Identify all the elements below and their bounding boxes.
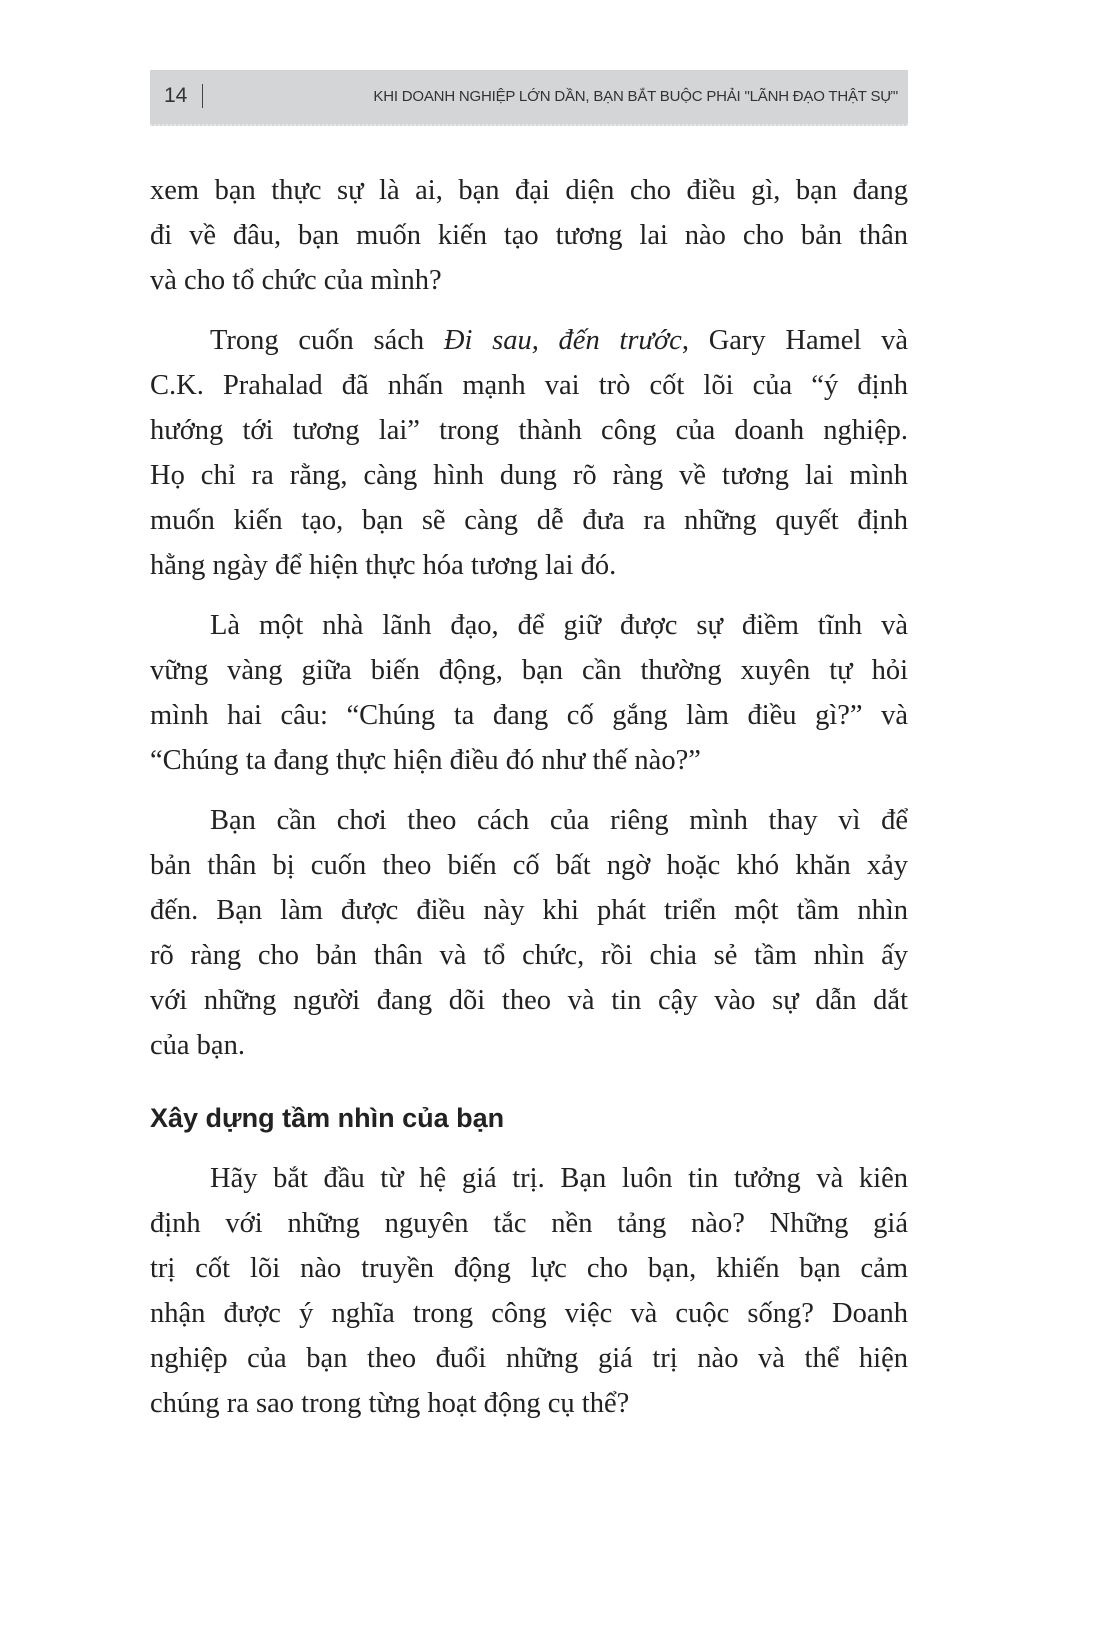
text-line: và cho tổ chức của mình?	[150, 265, 442, 296]
page-body	[150, 168, 908, 1441]
text-line: hướng tới tương lai” trong thành công của doanh nghiệp.	[150, 415, 908, 446]
paragraph-2	[150, 318, 908, 588]
paragraph-2-rest	[150, 363, 908, 588]
text: , Gary Hamel và	[681, 325, 908, 356]
page-number: 14	[164, 84, 188, 107]
running-header	[150, 70, 908, 126]
text-line: trị cốt lõi nào truyền động lực cho bạn, khiến bạn cảm	[150, 1253, 908, 1284]
text-line: Hãy bắt đầu từ hệ giá trị. Bạn luôn tin tưởng và kiên	[210, 1163, 908, 1194]
paragraph-3	[150, 603, 908, 783]
text-line: vững vàng giữa biến động, bạn cần thường xuyên tự hỏi	[150, 655, 908, 686]
text-line: hằng ngày để hiện thực hóa tương lai đó.	[150, 550, 617, 581]
text-line: rõ ràng cho bản thân và tổ chức, rồi chia sẻ tầm nhìn ấy	[150, 940, 908, 971]
text-line: Là một nhà lãnh đạo, để giữ được sự điềm tĩnh và	[210, 610, 908, 641]
text-line: xem bạn thực sự là ai, bạn đại diện cho điều gì, bạn đang	[150, 175, 908, 206]
running-title: KHI DOANH NGHIỆP LỚN DẦN, BẠN BẮT BUỘC PHẢI "LÃNH ĐẠO THẬT SỰ"	[373, 88, 898, 105]
text-line: đến. Bạn làm được điều này khi phát triển một tầm nhìn	[150, 895, 908, 926]
text-line: đi về đâu, bạn muốn kiến tạo tương lai nào cho bản thân	[150, 220, 908, 251]
header-divider	[202, 84, 203, 108]
text-line: nhận được ý nghĩa trong công việc và cuộc sống? Doanh	[150, 1298, 908, 1329]
text-line: muốn kiến tạo, bạn sẽ càng dễ đưa ra những quyết định	[150, 505, 908, 536]
text-line: “Chúng ta đang thực hiện điều đó như thế nào?”	[150, 745, 701, 776]
text-line: mình hai câu: “Chúng ta đang cố gắng làm điều gì?” và	[150, 700, 908, 731]
section-heading: Xây dựng tầm nhìn của bạn	[150, 1103, 505, 1133]
text: Trong cuốn sách	[210, 325, 444, 356]
text-line: định với những nguyên tắc nền tảng nào? Những giá	[150, 1208, 908, 1239]
paragraph-5	[150, 1156, 908, 1426]
text-line	[150, 318, 908, 363]
text-line: với những người đang dõi theo và tin cậy vào sự dẫn dắt	[150, 985, 908, 1016]
text-line: C.K. Prahalad đã nhấn mạnh vai trò cốt lõi của “ý định	[150, 370, 908, 401]
text-line: bản thân bị cuốn theo biến cố bất ngờ hoặc khó khăn xảy	[150, 850, 908, 881]
paragraph-1	[150, 168, 908, 303]
text-line: nghiệp của bạn theo đuổi những giá trị nào và thể hiện	[150, 1343, 908, 1374]
text-line: chúng ra sao trong từng hoạt động cụ thể?	[150, 1388, 630, 1419]
text-line: Họ chỉ ra rằng, càng hình dung rõ ràng về tương lai mình	[150, 460, 908, 491]
text-line: Bạn cần chơi theo cách của riêng mình thay vì để	[210, 805, 908, 836]
text-line: của bạn.	[150, 1030, 245, 1061]
book-title: Đi sau, đến trước	[443, 325, 682, 356]
paragraph-4	[150, 798, 908, 1068]
